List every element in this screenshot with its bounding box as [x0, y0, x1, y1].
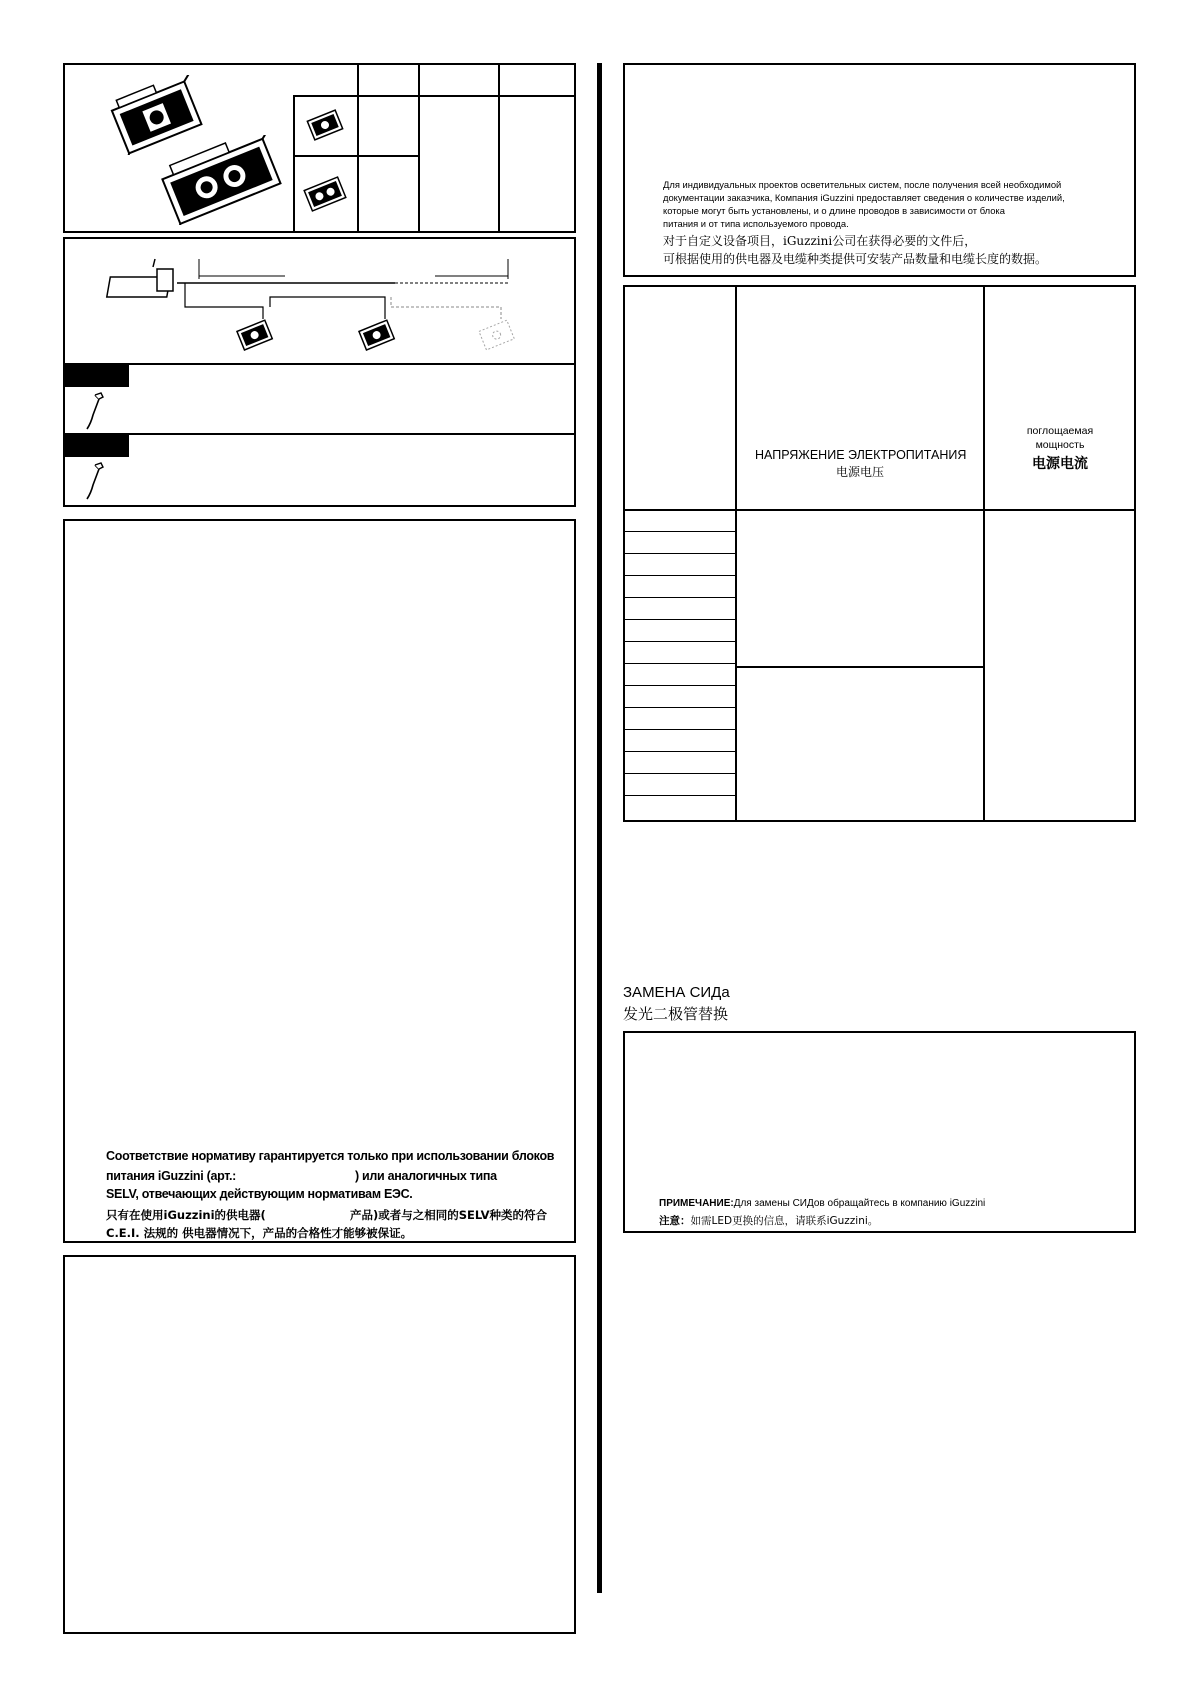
power-label-ru-2: мощность: [1035, 439, 1085, 451]
table-row-line: [625, 751, 735, 752]
table-col-line-1: [735, 287, 737, 820]
bottom-left-box: [63, 1255, 576, 1634]
black-label-bar-2: [65, 433, 129, 457]
cable-icon-1: [73, 389, 113, 433]
row-divider-1: [65, 363, 574, 365]
column-divider: [597, 63, 602, 1593]
table-row-line: [625, 641, 735, 642]
power-supply-icon: [107, 259, 173, 297]
led-note-zh: [659, 1213, 878, 1228]
table-row-line: [625, 773, 735, 774]
conformity-zh-line1a: 只有在使用iGuzzini的供电器(: [106, 1208, 266, 1222]
table-row-line: [625, 575, 735, 576]
conformity-ru-line1: Соответствие нормативу гарантируется только при использовании блоков: [106, 1149, 555, 1163]
voltage-label-zh: 电源电压: [835, 465, 884, 479]
table-hline-2: [293, 155, 419, 157]
table-vline-3: [418, 65, 420, 233]
custom-projects-box: [623, 63, 1136, 277]
table-row-line: [625, 597, 735, 598]
custom-projects-ru-line2: документации заказчика, Компания iGuzzini предоставляет сведения о количестве изделий,: [663, 192, 1065, 203]
table-row-line: [625, 729, 735, 730]
conformity-zh-line2: C.E.I. 法规的 供电器情况下，产品的合格性才能够被保证。: [106, 1226, 413, 1240]
table-header-bottom: [625, 509, 1134, 511]
custom-projects-ru-line1: Для индивидуальных проектов осветительных систем, после получения всей необходимой: [663, 179, 1062, 190]
table-vline-2: [357, 65, 359, 233]
led-note-zh-label: 注意：: [659, 1215, 691, 1227]
table-row-line: [625, 707, 735, 708]
led-note-ru-label: ПРИМЕЧАНИЕ:: [659, 1198, 734, 1209]
table-mid-divider: [735, 666, 985, 668]
led-note-ru: [659, 1198, 985, 1209]
table-row-line: [625, 553, 735, 554]
table-row-line: [625, 531, 735, 532]
custom-projects-ru-line3: которые могут быть установлены, и о длине проводов в зависимости от блока: [663, 205, 1005, 216]
custom-projects-zh-line1: 对于自定义设备项目，iGuzzini公司在获得必要的文件后，: [663, 234, 977, 248]
double-spot-icon: [303, 169, 347, 219]
voltage-label-ru: НАПРЯЖЕНИЕ ЭЛЕКТРОПИТАНИЯ: [755, 448, 967, 462]
conformity-ru-line2b: ) или аналогичных типа: [355, 1169, 497, 1183]
table-row-line: [625, 795, 735, 796]
led-note-ru-text: Для замены СИДов обращайтесь в компанию iGuzzini: [733, 1198, 986, 1209]
double-luminaire-drawing: [157, 135, 287, 225]
black-label-bar-1: [65, 363, 129, 387]
row-divider-2: [65, 433, 574, 435]
power-label-zh: 电源电流: [1032, 456, 1088, 472]
custom-projects-zh-line2: 可根据使用的供电器及电缆种类提供可安装产品数量和电缆长度的数据。: [663, 252, 1048, 266]
single-spot-icon: [305, 103, 345, 147]
conformity-ru-line2a: питания iGuzzini (арт.:: [106, 1169, 237, 1183]
cable-icon-2: [73, 459, 113, 503]
table-row-line: [625, 663, 735, 664]
led-replacement-box: [623, 1031, 1136, 1233]
table-col-line-2: [983, 287, 985, 820]
product-overview-box: [63, 63, 576, 233]
table-row-line: [625, 685, 735, 686]
conformity-ru-line3: SELV, отвечающих действующим нормативам ЕЭС.: [106, 1187, 413, 1201]
table-vline-4: [498, 65, 500, 233]
custom-projects-ru-line4: питания и от типа используемого провода.: [663, 218, 849, 229]
wiring-diagram: [65, 239, 574, 365]
table-hline-1: [293, 95, 576, 97]
installation-box: [63, 519, 576, 1243]
table-vline-1: [293, 95, 295, 233]
conformity-zh-line1b: 产品)或者与之相同的SELV种类的符合: [350, 1208, 548, 1222]
led-note-zh-text: 如需LED更换的信息，请联系iGuzzini。: [690, 1215, 879, 1227]
led-replacement-title-ru: ЗАМЕНА СИДа: [623, 984, 730, 1001]
wiring-diagram-box: [63, 237, 576, 507]
table-row-line: [625, 619, 735, 620]
led-replacement-title-zh: 发光二极管替换: [623, 1005, 729, 1023]
power-table: [623, 285, 1136, 822]
power-label-ru-1: поглощаемая: [1026, 425, 1094, 437]
